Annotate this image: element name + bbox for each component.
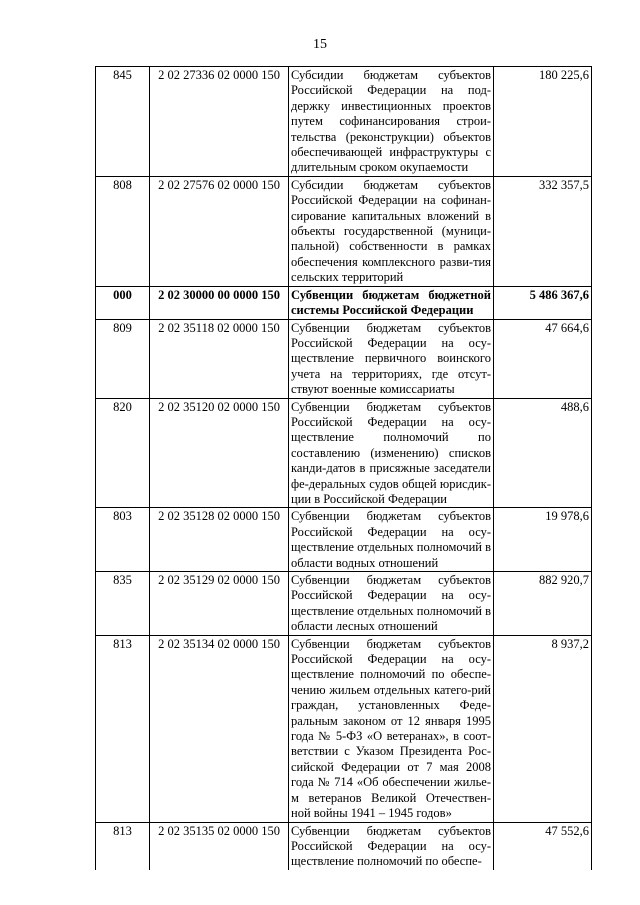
table-row <box>96 508 592 572</box>
table-row <box>96 635 592 822</box>
amount-cell: 47 664,6 <box>494 319 592 398</box>
income-name-cell: Субвенции бюджетам субъектов Российской Федерации на осу-ществление полномочий по обеспе- <box>289 822 494 870</box>
income-name-cell: Субвенции бюджетам субъектов Российской Федерации на осу-ществление первичного воинского учета на территориях, где отсут-ствуют военные комиссариаты <box>289 319 494 398</box>
admin-code-cell: 000 <box>96 286 150 319</box>
amount-cell: 5 486 367,6 <box>494 286 592 319</box>
admin-code-cell: 808 <box>96 176 150 286</box>
kbk-code-cell: 2 02 35129 02 0000 150 <box>150 572 289 636</box>
amount-cell: 19 978,6 <box>494 508 592 572</box>
kbk-code-cell: 2 02 35120 02 0000 150 <box>150 398 289 508</box>
kbk-code-cell: 2 02 27576 02 0000 150 <box>150 176 289 286</box>
amount-cell: 332 357,5 <box>494 176 592 286</box>
income-name-cell: Субвенции бюджетам бюджетной системы Российской Федерации <box>289 286 494 319</box>
amount-cell: 8 937,2 <box>494 635 592 822</box>
kbk-code-cell: 2 02 35135 02 0000 150 <box>150 822 289 870</box>
admin-code-cell: 809 <box>96 319 150 398</box>
amount-cell: 180 225,6 <box>494 67 592 177</box>
amount-cell: 47 552,6 <box>494 822 592 870</box>
table-row <box>96 398 592 508</box>
admin-code-cell: 803 <box>96 508 150 572</box>
income-name-cell: Субвенции бюджетам субъектов Российской Федерации на осу-ществление полномочий по составлению (изменению) списков канди-датов в присяжные заседатели фе-деральных судов общей юрисдик-ции в Российской Федерации <box>289 398 494 508</box>
admin-code-cell: 845 <box>96 67 150 177</box>
table-row <box>96 176 592 286</box>
kbk-code-cell: 2 02 35128 02 0000 150 <box>150 508 289 572</box>
kbk-code-cell: 2 02 30000 00 0000 150 <box>150 286 289 319</box>
income-name-cell: Субвенции бюджетам субъектов Российской Федерации на осу-ществление полномочий по обеспе-чению жильем отдельных катего-рий граждан, установленных Феде-ральным законом от 12 января 1995 года № 5-ФЗ «О ветеранах», в соот-ветствии с Указом Президента Рос-сийской Федерации от 7 мая 2008 года № 714 «Об обеспечении жилье-м ветеранов Великой Отечествен-ной войны 1941 – 1945 годов» <box>289 635 494 822</box>
table-row <box>96 319 592 398</box>
budget-table <box>95 66 592 870</box>
table-row <box>96 822 592 870</box>
table-row-total <box>96 286 592 319</box>
income-name-cell: Субсидии бюджетам субъектов Российской Федерации на под-держку инвестиционных проектов путем софинансирования строи-тельства (реконструкции) объектов обеспечивающей инфраструктуры с длительным сроком окупаемости <box>289 67 494 177</box>
amount-cell: 488,6 <box>494 398 592 508</box>
kbk-code-cell: 2 02 35118 02 0000 150 <box>150 319 289 398</box>
table-row <box>96 67 592 177</box>
income-name-cell: Субвенции бюджетам субъектов Российской Федерации на осу-ществление отдельных полномочий в области лесных отношений <box>289 572 494 636</box>
page-number: 15 <box>313 37 327 52</box>
admin-code-cell: 820 <box>96 398 150 508</box>
kbk-code-cell: 2 02 27336 02 0000 150 <box>150 67 289 177</box>
income-name-cell: Субсидии бюджетам субъектов Российской Федерации на софинан-сирование капитальных вложений в объекты государственной (муници-пальной) собственности в рамках обеспечения комплексного разви-тия сельских территорий <box>289 176 494 286</box>
admin-code-cell: 813 <box>96 635 150 822</box>
admin-code-cell: 835 <box>96 572 150 636</box>
income-name-cell: Субвенции бюджетам субъектов Российской Федерации на осу-ществление отдельных полномочий в области водных отношений <box>289 508 494 572</box>
admin-code-cell: 813 <box>96 822 150 870</box>
amount-cell: 882 920,7 <box>494 572 592 636</box>
kbk-code-cell: 2 02 35134 02 0000 150 <box>150 635 289 822</box>
table-row <box>96 572 592 636</box>
